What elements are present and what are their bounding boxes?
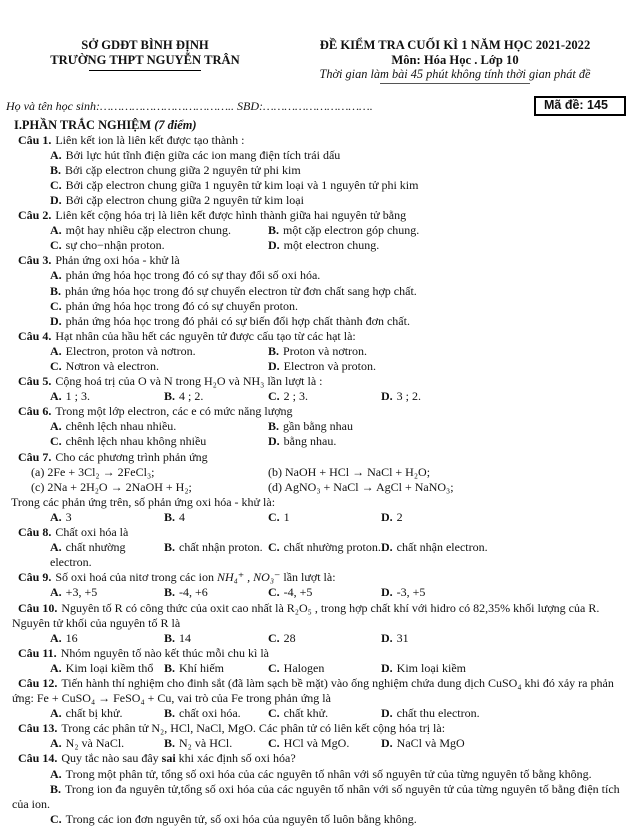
answer-options	[50, 631, 626, 646]
option-text: 31	[396, 630, 409, 645]
answer-option-a	[50, 419, 268, 434]
question-label: Câu 14.	[18, 751, 58, 766]
question-stem: Quy tắc nào sau đây	[61, 751, 162, 766]
question-label: Câu 8.	[18, 525, 52, 540]
option-text: 4 ; 2.	[179, 389, 204, 404]
option-key: A.	[50, 585, 62, 600]
option-key: C.	[50, 811, 62, 826]
question-stem: Nguyên tố R có công thức của oxit cao nhất là R₂O₅ , trong hợp chất khí với hidro có 82,35% khối lượng của R. Nguyên tử khối của nguyên tố R là	[12, 600, 600, 630]
option-key: A.	[50, 389, 62, 404]
option-key: D.	[381, 630, 393, 645]
option-text: chất nhận electron.	[396, 540, 488, 555]
chemical-equation: (a) 2Fe + 3Cl₂ → 2FeCl₃;	[31, 464, 155, 479]
option-text: Halogen	[283, 660, 325, 675]
answer-option-c	[268, 540, 381, 570]
option-text: Bởi cặp electron chung giữa 2 nguyên tử phi kim	[65, 162, 301, 177]
option-text: chênh lệch nhau nhiều.	[65, 419, 177, 434]
option-text: NaCl và MgO	[396, 736, 465, 751]
question-text	[12, 450, 626, 465]
answer-options	[50, 706, 626, 721]
question-12	[6, 676, 626, 721]
option-text: 14	[179, 630, 192, 645]
option-text: một electron chung.	[283, 238, 380, 253]
option-key: B.	[50, 162, 62, 177]
question-label: Câu 6.	[18, 404, 52, 419]
answer-option-d	[50, 193, 626, 208]
chemical-equation: (b) NaOH + HCl → NaCl + H₂O;	[268, 464, 431, 479]
question-stem: Trong các phân tử N₂, HCl, NaCl, MgO. Các phân tử có liên kết cộng hóa trị là:	[61, 721, 446, 736]
answer-option-c	[50, 238, 268, 253]
answer-options	[6, 767, 626, 827]
exam-code-box: Mã đề: 145	[534, 96, 626, 116]
question-6	[6, 404, 626, 449]
option-text: HCl và MgO.	[283, 736, 350, 751]
answer-option-b	[164, 736, 268, 751]
answer-option-a	[50, 223, 268, 238]
option-text: 28	[283, 630, 296, 645]
answer-option-a	[50, 661, 164, 676]
option-text: gần bằng nhau	[283, 419, 353, 434]
option-key: A.	[50, 706, 62, 721]
option-text: 2	[396, 509, 403, 524]
question-stem: Chất oxi hóa là	[55, 525, 129, 540]
chemical-equation: (c) 2Na + 2H₂O → 2NaOH + H₂;	[31, 479, 192, 494]
question-text	[12, 721, 626, 736]
question-text	[12, 751, 626, 766]
option-key: D.	[50, 313, 62, 328]
header-right-block	[284, 38, 626, 84]
option-text: phản ứng hóa học trong đó sự chuyển electron từ đơn chất sang hợp chất.	[65, 283, 417, 298]
ion-formula: NH₄⁺ , NO₃⁻	[217, 570, 281, 585]
option-text: Electron, proton và nơtron.	[65, 343, 196, 358]
answer-option-d	[381, 540, 626, 570]
answer-option-c	[12, 812, 626, 827]
option-key: C.	[268, 706, 280, 721]
answer-option-d	[381, 389, 626, 404]
option-text: một cặp electron góp chung.	[283, 223, 420, 238]
question-text	[12, 404, 626, 419]
option-key: B.	[164, 706, 176, 721]
option-text: chất oxi hóa.	[179, 706, 241, 721]
answer-options	[50, 419, 626, 449]
answer-options	[50, 344, 626, 374]
question-label: Câu 7.	[18, 449, 52, 464]
option-key: A.	[50, 223, 62, 238]
option-key: D.	[381, 660, 393, 675]
answer-option-a	[50, 389, 164, 404]
option-text: -3, +5	[396, 585, 426, 600]
question-stem: Trong một lớp electron, các e có mức năng lượng	[55, 404, 293, 419]
exam-title: ĐỀ KIỂM TRA CUỐI KÌ 1 NĂM HỌC 2021-2022	[319, 38, 591, 52]
answer-option-a	[50, 148, 626, 163]
option-text: 4	[179, 509, 186, 524]
answer-option-c	[268, 585, 381, 600]
option-key: C.	[268, 585, 280, 600]
question-label: Câu 3.	[18, 253, 52, 268]
option-key: D.	[50, 192, 62, 207]
answer-option-b	[164, 661, 268, 676]
option-key: A.	[50, 509, 62, 524]
answer-option-c	[268, 706, 381, 721]
answer-option-d	[381, 585, 626, 600]
option-text: chênh lệch nhau không nhiều	[65, 434, 207, 449]
school-name: TRƯỜNG THPT NGUYỄN TRÂN	[50, 52, 240, 67]
answer-option-b	[164, 389, 268, 404]
question-label: Câu 5.	[18, 374, 52, 389]
option-key: A.	[50, 419, 62, 434]
option-key: D.	[268, 238, 280, 253]
question-10	[6, 601, 626, 646]
option-key: C.	[50, 177, 62, 192]
option-text: sự cho−nhận proton.	[65, 238, 165, 253]
answer-options	[50, 389, 626, 404]
question-text	[12, 133, 626, 148]
answer-option-b	[164, 706, 268, 721]
header-left-block	[6, 38, 284, 84]
sbd-label: SBD:	[234, 98, 264, 113]
option-text: Trong các ion đơn nguyên tử, số oxi hóa của nguyên tố luôn bằng không.	[65, 811, 417, 826]
option-text: 1	[283, 509, 290, 524]
answer-option-c	[50, 359, 268, 374]
option-key: A.	[50, 660, 62, 675]
option-text: +3, +5	[65, 585, 98, 600]
option-text: -4, +5	[283, 585, 313, 600]
option-key: D.	[381, 736, 393, 751]
answer-option-d	[381, 510, 626, 525]
option-text: phản ứng hóa học trong đó có sự thay đổi số oxi hóa.	[65, 268, 321, 283]
option-key: C.	[268, 736, 280, 751]
option-key: C.	[268, 660, 280, 675]
answer-option-d	[381, 631, 626, 646]
option-key: B.	[50, 283, 62, 298]
option-text: Trong ion đa nguyên tử,tổng số oxi hóa của các nguyên tố nhân với số nguyên tử của từng nguyên tố bằng điện tích của ion.	[12, 781, 620, 811]
option-text: Bởi cặp electron chung giữa 2 nguyên tử kim loại	[65, 192, 304, 207]
question-text	[12, 253, 626, 268]
section-title-row	[14, 118, 626, 133]
answer-option-b	[164, 540, 268, 570]
answer-option-a	[50, 510, 164, 525]
option-key: B.	[50, 781, 62, 796]
option-text: phản ứng hóa học trong đó phải có sự biến đổi hợp chất thành đơn chất.	[65, 313, 410, 328]
question-stem: Nhóm nguyên tố nào kết thúc mỗi chu kì là	[60, 645, 269, 660]
option-text: N₂ và NaCl.	[65, 736, 125, 751]
question-11	[6, 646, 626, 676]
question-2	[6, 208, 626, 253]
option-key: A.	[50, 540, 62, 555]
answer-option-c	[268, 631, 381, 646]
answer-option-a	[50, 706, 164, 721]
option-text: chất nhường proton.	[283, 540, 381, 555]
header-divider-left	[89, 70, 201, 71]
option-key: C.	[268, 630, 280, 645]
answer-option-a	[50, 344, 268, 359]
answer-option-a	[50, 631, 164, 646]
option-key: B.	[164, 389, 176, 404]
option-text: Electron và proton.	[283, 359, 376, 373]
question-label: Câu 9.	[18, 570, 52, 585]
option-key: A.	[50, 630, 62, 645]
question-label: Câu 2.	[18, 208, 52, 223]
option-key: D.	[381, 540, 393, 555]
question-label: Câu 13.	[18, 721, 58, 736]
answer-option-a	[50, 736, 164, 751]
option-key: B.	[268, 343, 280, 358]
option-key: A.	[50, 736, 62, 751]
option-key: B.	[268, 223, 280, 238]
question-5	[6, 374, 626, 404]
question-stem-continued: lần lượt là:	[280, 570, 336, 585]
option-text: Khí hiếm	[179, 660, 225, 675]
option-key: A.	[50, 268, 62, 283]
question-text	[12, 525, 626, 540]
answer-options	[50, 736, 626, 751]
question-label: Câu 12.	[18, 675, 58, 690]
section-title: I.PHẦN TRẮC NGHIỆM	[14, 117, 152, 132]
option-text: bằng nhau.	[283, 434, 337, 449]
answer-option-c	[268, 736, 381, 751]
question-stem: Tiến hành thí nghiệm cho đinh sắt (đã làm sạch bề mặt) vào ống nghiệm chứa dung dịch CuSO₄ khi đó xảy ra phản ứng: Fe + CuSO₄ → FeSO₄ + Cu, vai trò của Fe trong phản ứng là	[12, 675, 614, 706]
question-14	[6, 751, 626, 826]
question-stem: Liên kết cộng hóa trị là liên kết được hình thành giữa hai nguyên tử bằng	[55, 208, 407, 223]
answer-option-b	[50, 163, 626, 178]
option-key: D.	[381, 585, 393, 600]
answer-option-d	[381, 706, 626, 721]
option-text: Bởi lực hút tĩnh điện giữa các ion mang điện tích trái dấu	[65, 147, 341, 162]
question-7	[6, 450, 626, 525]
answer-option-b	[268, 223, 626, 238]
option-key: B.	[164, 509, 176, 524]
exam-content	[6, 118, 626, 827]
option-key: C.	[50, 434, 62, 449]
answer-option-d	[381, 736, 626, 751]
option-text: 1 ; 3.	[65, 389, 91, 404]
option-key: A.	[50, 766, 62, 781]
option-key: A.	[50, 343, 62, 358]
question-text	[12, 329, 626, 344]
answer-option-b	[12, 782, 626, 812]
question-text	[12, 374, 626, 389]
option-key: D.	[268, 434, 280, 449]
option-key: B.	[164, 585, 176, 600]
option-key: D.	[381, 389, 393, 404]
question-13	[6, 721, 626, 751]
option-text: Trong một phân tử, tổng số oxi hóa của các nguyên tố nhân với số nguyên tử của từng nguyên tố bằng không.	[65, 766, 592, 781]
questions	[6, 133, 626, 827]
answer-options	[50, 510, 626, 525]
question-stem: Cộng hoá trị của O và N trong H₂O và NH₃ lần lượt là :	[55, 374, 323, 389]
option-text: -4, +6	[179, 585, 208, 600]
option-text: một hay nhiều cặp electron chung.	[65, 223, 231, 238]
option-key: C.	[50, 238, 62, 253]
option-text: chất khử.	[283, 706, 329, 721]
question-8	[6, 525, 626, 570]
option-key: B.	[164, 660, 176, 675]
question-text	[12, 646, 626, 661]
option-text: Nơtron và electron.	[65, 359, 159, 373]
question-label: Câu 10.	[18, 600, 58, 615]
answer-option-d	[50, 314, 626, 329]
option-text: 2 ; 3.	[283, 389, 309, 404]
answer-option-b	[268, 419, 626, 434]
option-key: B.	[164, 736, 176, 751]
option-text: N₂ và HCl.	[179, 736, 233, 751]
option-key: C.	[50, 359, 62, 373]
equation-row	[31, 465, 626, 480]
answer-option-c	[268, 510, 381, 525]
question-9	[6, 570, 626, 600]
question-1	[6, 133, 626, 208]
emphasized-word: sai	[161, 751, 176, 766]
section-points: (7 điểm)	[154, 117, 197, 132]
option-text: Bởi cặp electron chung giữa 1 nguyên tử kim loại và 1 nguyên tử phi kim	[65, 177, 419, 192]
answer-option-b	[164, 585, 268, 600]
option-key: C.	[268, 509, 280, 524]
sbd-dots: ………………………….	[263, 98, 373, 113]
option-text: 3 ; 2.	[396, 389, 422, 404]
question-stem-continued: khi xác định số oxi hóa?	[175, 751, 296, 766]
question-stem: Liên kết ion là liên kết được tạo thành :	[55, 132, 245, 147]
answer-option-a	[50, 585, 164, 600]
option-text: phản ứng hóa học trong đó có sự chuyển proton.	[65, 298, 298, 313]
question-followup: Trong các phản ứng trên, số phản ứng oxi hóa - khử là:	[11, 494, 276, 509]
answer-options	[50, 661, 626, 676]
option-key: B.	[164, 540, 176, 555]
answer-option-c	[268, 661, 381, 676]
answer-option-a	[12, 767, 626, 782]
question-label: Câu 4.	[18, 328, 52, 343]
question-text	[12, 208, 626, 223]
question-4	[6, 329, 626, 374]
exam-header	[6, 38, 626, 84]
option-key: B.	[164, 630, 176, 645]
option-key: C.	[50, 298, 62, 313]
option-text: 16	[65, 630, 78, 645]
option-key: B.	[268, 419, 280, 434]
option-text: Kim loại kiềm	[396, 660, 466, 675]
student-info-row	[6, 99, 626, 118]
answer-option-d	[381, 661, 626, 676]
answer-option-a	[50, 268, 626, 283]
student-name-label: Họ và tên học sinh:	[6, 98, 100, 113]
student-name-dots: ………………………………..	[99, 98, 235, 113]
answer-option-b	[164, 510, 268, 525]
exam-subject: Môn: Hóa Học . Lớp 10	[391, 52, 519, 67]
answer-option-b	[164, 631, 268, 646]
option-text: 3	[65, 509, 72, 524]
answer-option-d	[268, 434, 626, 449]
answer-options	[50, 223, 626, 253]
answer-option-c	[50, 434, 268, 449]
question-text	[12, 676, 626, 706]
header-divider-right	[380, 83, 530, 84]
answer-option-a	[50, 540, 164, 570]
option-key: D.	[381, 706, 393, 721]
answer-option-c	[50, 178, 626, 193]
option-text: Kim loại kiềm thổ	[65, 660, 154, 675]
question-label: Câu 1.	[18, 132, 52, 147]
answer-option-c	[50, 299, 626, 314]
option-key: C.	[268, 540, 280, 555]
question-label: Câu 11.	[18, 645, 57, 660]
answer-option-b	[50, 284, 626, 299]
answer-option-c	[268, 389, 381, 404]
answer-options	[6, 268, 626, 328]
equation-row	[31, 480, 626, 495]
option-key: D.	[381, 509, 393, 524]
question-stem: Hạt nhân của hầu hết các nguyên tử được cấu tạo từ các hạt là:	[55, 328, 356, 343]
question-stem: Số oxi hoá của nitơ trong các ion	[55, 570, 217, 585]
answer-options	[6, 148, 626, 208]
answer-option-b	[268, 344, 626, 359]
question-stem: Cho các phương trình phản ứng	[55, 449, 208, 464]
answer-option-d	[268, 238, 626, 253]
option-text: Proton và nơtron.	[283, 343, 368, 358]
option-text: chất thu electron.	[396, 706, 480, 721]
chemical-equation: (d) AgNO₃ + NaCl → AgCl + NaNO₃;	[268, 479, 454, 494]
exam-duration: Thời gian làm bài 45 phút không tính thời gian phát đề	[319, 67, 591, 81]
answer-option-d	[268, 359, 626, 374]
option-key: A.	[50, 147, 62, 162]
option-text: chất nhường electron.	[50, 540, 126, 570]
option-key: D.	[268, 359, 280, 373]
option-key: C.	[268, 389, 280, 404]
question-3	[6, 253, 626, 328]
answer-options	[50, 585, 626, 600]
option-text: chất bị khử.	[65, 706, 123, 721]
question-text	[12, 570, 626, 585]
question-text	[12, 601, 626, 631]
answer-options	[50, 540, 626, 570]
department-name: SỞ GDĐT BÌNH ĐỊNH	[81, 38, 209, 52]
question-stem: Phản ứng oxi hóa - khử là	[55, 253, 180, 268]
option-text: chất nhận proton.	[179, 540, 263, 555]
